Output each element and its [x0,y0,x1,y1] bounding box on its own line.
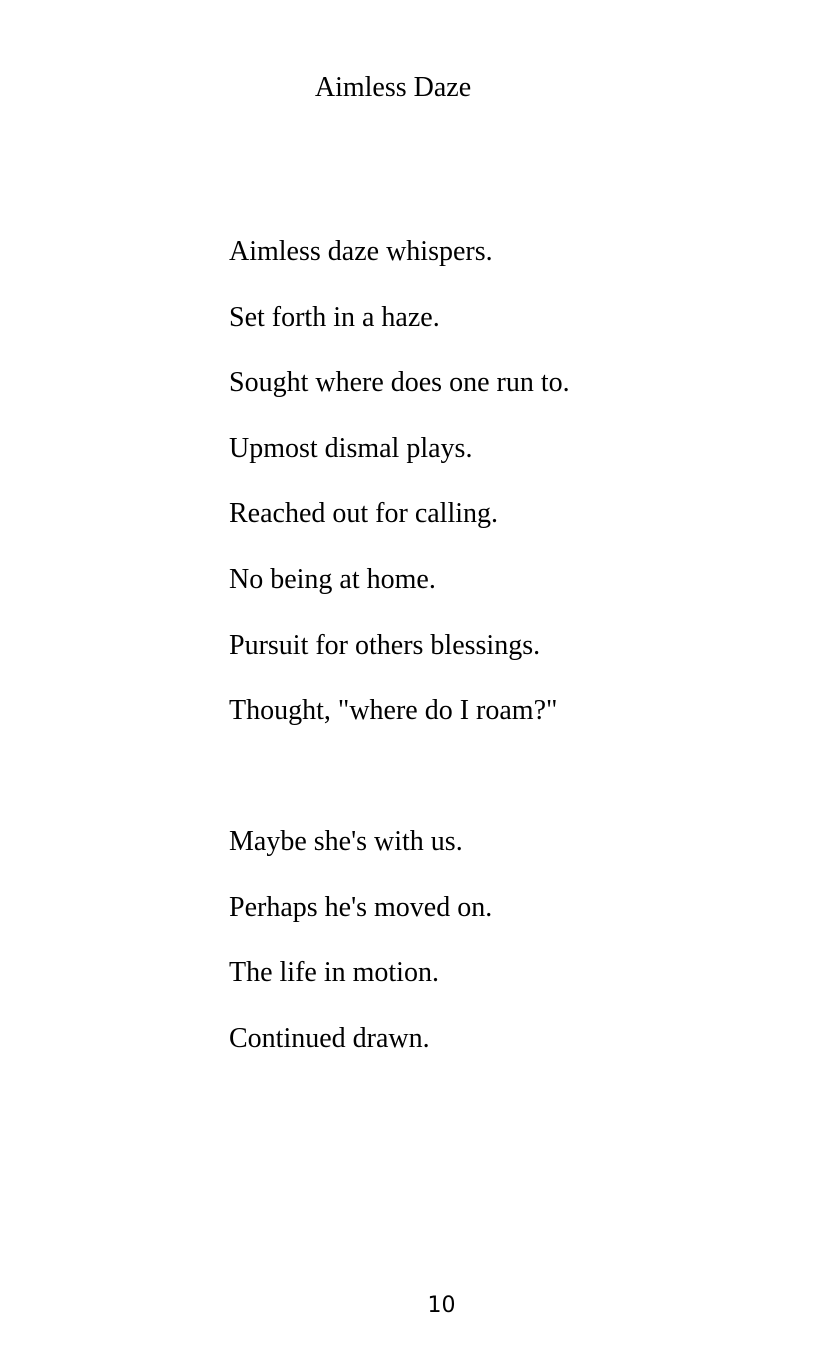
poem-title: Aimless Daze [314,72,472,103]
stanza-2 [229,822,492,1084]
poem-line: Maybe she's with us. [229,826,463,857]
poem-line: Perhaps he's moved on. [229,891,493,923]
poem-line: Pursuit for others blessings. [229,629,541,661]
poem-line: Thought, "where do I roam?" [229,695,558,727]
poem-line: Reached out for calling. [229,498,499,530]
stanza-1 [229,232,570,757]
poem-line: No being at home. [229,563,436,595]
poem-line: Sought where does one run to. [229,367,570,399]
poem-line: Set forth in a haze. [229,301,440,333]
poem-line: Aimless daze whispers. [229,236,493,267]
poem-line: Continued drawn. [229,1022,430,1054]
poem-line: Upmost dismal plays. [229,432,473,464]
poem-line: The life in motion. [229,957,439,989]
page-number: 10 [427,1293,456,1318]
